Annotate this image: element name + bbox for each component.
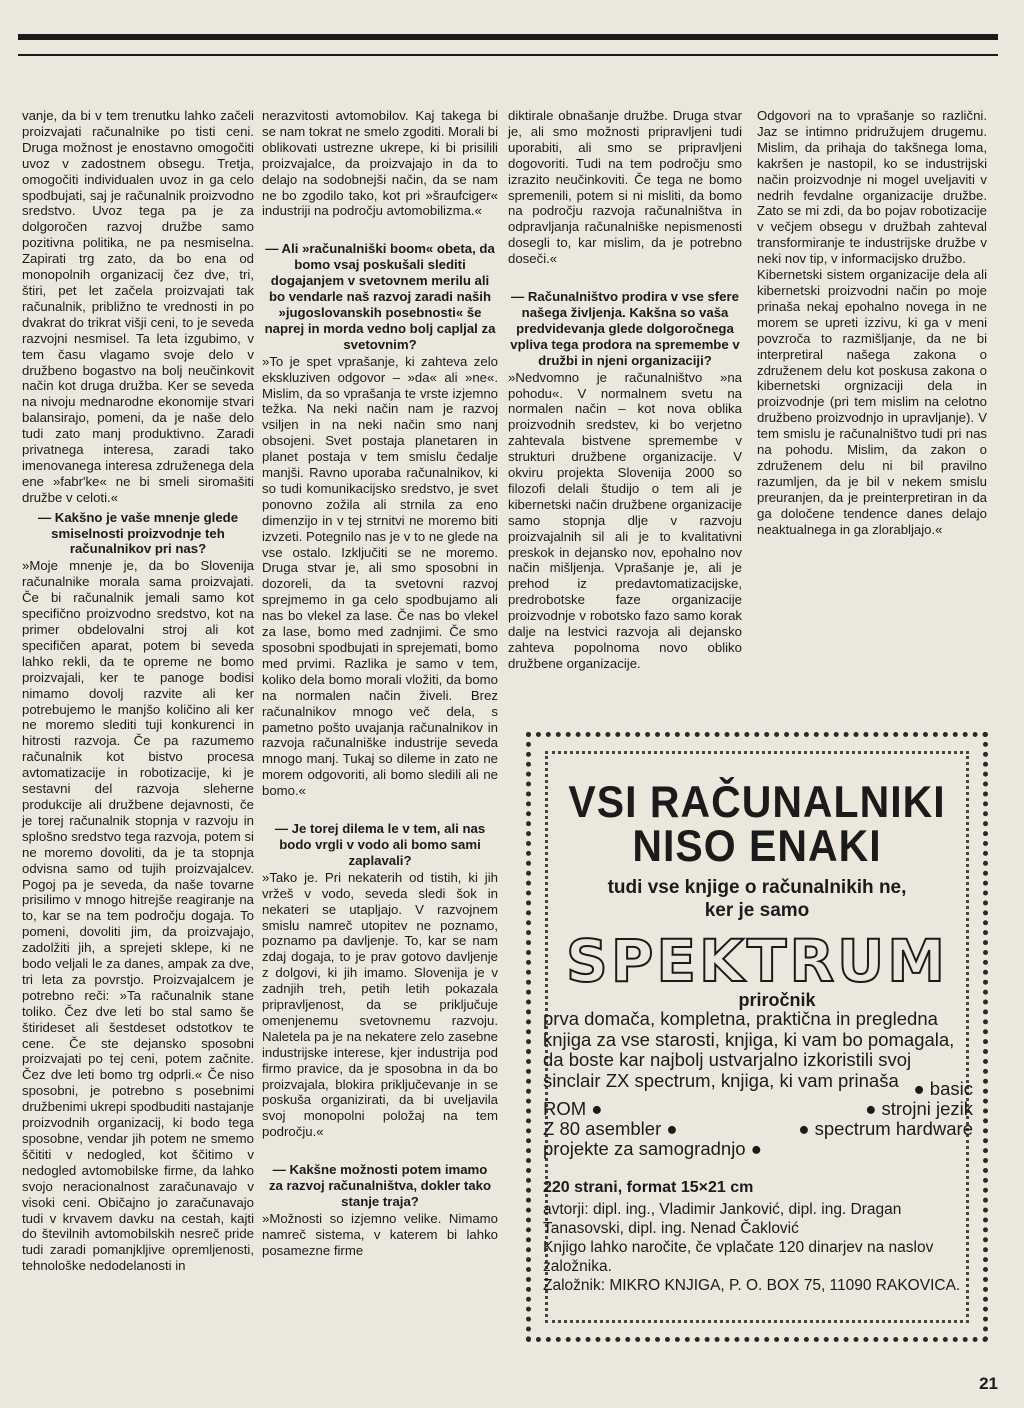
paragraph: »To je spet vprašanje, ki zahteva zelo ekskluziven odgovor – »da« ali »ne«. Mislim, da so vprašanja te vrste izjemno težka. Na neki način nam je razvoj vsiljen in na neki način smo nanj obsojeni. Svet postaja planetaren in planet postaja v tem smislu čedalje manjši. Ravno uporaba računalnikov, ki so tudi komunikacijsko sredstvo, je svet ponovno zožila ali strnila za eno dimenzijo in v tej strnitvi ne moremo biti izvzeti. Potegnilo nas je v to ne glede na vse ostalo. Izključiti se ne moremo. Druga stvar je, ali smo sposobni in dozoreli, da ta svetovni razvoj sprejmemo in ga celo spodbujamo ali nas bo vlekel za lase. Če nas bo vlekel za lase, bomo med zadnjimi. Če smo sposobni spodbujati in sprejemati, bomo med prvimi. Razlika je samo v tem, koliko dela bomo morali vložiti, da bomo na normalen način živeli. Brez računalnikov mnogo več dela, s pametno pošto uvajanja računalnikov in razvoja računalniške industrije seveda mnogo manj. Tukaj so dileme in zato ne morem odgovoriti, ali bomo sledili ali ne bomo.« bbox=[262, 353, 498, 799]
ad-headline-line-2: NISO ENAKI bbox=[632, 821, 882, 871]
ad-description: prva domača, kompletna, praktična in pregledna knjiga za vse starosti, knjiga, ki vam bo pomagala, da boste kar najbolj ustvarjalno izkoristili svoj sinclair ZX spectrum, knjiga, ki vam prinaša bbox=[543, 1008, 955, 1091]
ad-feature-row bbox=[543, 1099, 973, 1119]
interview-question: — Je torej dilema le v tem, ali nas bodo vrgli v vodo ali bomo sami zaplavali? bbox=[274, 821, 486, 868]
interview-question: — Ali »računalniški boom« obeta, da bomo vsaj poskušali slediti dogajanjem v svetovnem merilu ali bo vendarle naš razvoj zaradi naših »jugoslovanskih posebnosti« še naprej in morda vedno bolj capljal za svetovnim? bbox=[264, 241, 496, 352]
paragraph: »Moje mnenje je, da bo Slovenija računalnike morala sama proizvajati. Če bi računalnik jemali samo kot specifično proizvodno sredstvo, kot na primer obdelovalni stroj ali kot specifičen aparat, potem bi seveda lahko rekli, da te opreme ne bomo proizvajali, ker te panoge bodisi nimamo dovolj razvite ali ker potrebujemo le manjšo količino ali ker ne moremo slediti tuji konkurenci in hitrosti razvoja. Če pa razumemo računalnik kot bistvo procesa avtomatizacije in robotizacije, ki je sestavni del razvoja sleherne produkcije ali družbene dejavnosti, če je torej računalnik stopnja v razvoju in splošno sredstvo tega razvoja, potem si ne moremo dovoliti, da je ta stopnja odvisna samo od tujih proizvajalcev. Pogoj pa je seveda, da naše tovarne prisilimo v mnogo hitrejše reagiranje na to, kar se na tem področju dogaja. To pomeni, dovoliti jim, da proizvajajo, zadolžiti jih, a sprejeti sklepe, ki ne bodo veljali le za danes, ampak za dve, tri leta za povrstjo. Proizvajalcem je potrebno reči: »Ta računalnik stane toliko. Čez dve leti bo stal samo še štirideset ali šestdeset odstotkov te cene. Če ste dejansko sposobni proizvajati po tej ceni, potem začnite. Čez dve leti bomo trg odprli.« Če niso sposobni, je potrebno s posebnimi družbenimi ukrepi spodbuditi nastajanje proizvodnih organizacij, ki bodo tega sposobne, vendar jih potem ne smemo ščititi v nedogled, kot ščitimo v nedogled avtomobilske firme, da lahko svojo neracionalnost zaračunavajo v visoki ceni. Običajno jo zaračunavajo tudi v krvavem davku na cestah, kajti do številnih avtomobilskih nesreč pride tudi zaradi pomanjkljive opremljenosti, tehnološke nedodelanosti in bbox=[22, 558, 254, 1274]
top-rule bbox=[18, 34, 998, 56]
paragraph: »Tako je. Pri nekaterih od tistih, ki jih vržeš v vodo, seveda sledi šok in nekateri se utapljajo. V razvojnem smislu namreč utopitev ne poznamo, poznamo pa davljenje. To, kar se nam zdaj dogaja, to je prav gotovo davljenje z dolgovi, ki jih imamo. Slovenija je v zadnjih treh, petih letih pokazala pripravljenost, da se priključuje omenjenemu svetovnemu razvoju. Naletela pa je na nekatere zelo zasebne industrijske interese, kjer industrija pod firmo pravice, da je sposobna in da bo proizvajala, blokira priključevanje in se poskuša organizirati, da bi uveljavila svoj monopolni položaj na tem področju.« bbox=[262, 869, 498, 1140]
paragraph: »Možnosti so izjemno velike. Nimamo namreč sistema, v katerem bi lahko posamezne firme bbox=[262, 1210, 498, 1258]
paragraph: vanje, da bi v tem trenutku lahko začeli proizvajati računalnike po tisti ceni. Druga možnost je enostavno omogočiti uvoz v zadostnem obsegu. Tretja, omogočiti individualen uvoz in ga celo spodbujati, saj je računalnik proizvodno sredstvo. Uvoz tega pa je za dolgoročen razvoj družbe samo pozitivna politika, ne pa nesmiselna. Zapirati trg zato, da bo ena od monopolnih organizacij čez dve, tri, štiri, pet let začela proizvajati tak računalnik, približno te vrednosti in po dvakrat do trikrat višji ceni, to je seveda razvojni nesmisel. Ta leta izgubimo, v tem času vlagamo svoje delo v družbeno bogastvo na bolj neučinkovit način kot druga družba. Ker se seveda na nivoju mednarodne ekonomije stvari balansirajo, pomeni, da je naše delo tudi zato manj produktivno. Zaradi privatnega interesa, zaradi tako imenovanega interesa združenega dela ene »fabr'ke« ne bi smeli siromašiti družbe v celoti.« bbox=[22, 108, 254, 505]
ad-feature-row bbox=[543, 1079, 973, 1099]
article-column-1 bbox=[22, 108, 254, 1274]
ad-feature-row bbox=[543, 1139, 973, 1159]
paragraph: diktirale obnašanje družbe. Druga stvar je, ali smo možnosti pripravljeni tudi uporabiti, ali smo se pripravljeni dogovoriti. Tudi na tem področju smo izrazito neučinkoviti. Če tega ne bomo spremenili, potem si ni misliti, da bomo na področju razvoja računalništva in odpravljanja računalniške nepismenosti dosegli to, kar mislim, da je potrebno doseči.« bbox=[508, 108, 742, 267]
ad-publisher: Založnik: MIKRO KNJIGA, P. O. BOX 75, 11090 RAKOVICA. bbox=[543, 1277, 961, 1294]
ad-feature: ● basic bbox=[913, 1078, 973, 1099]
article-column-3 bbox=[508, 108, 742, 672]
ad-authors: avtorji: dipl. ing., Vladimir Janković, dipl. ing. Dragan Tanasovski, dipl. ing. Nenad Čaklović bbox=[543, 1201, 902, 1237]
article-column-4 bbox=[757, 108, 987, 537]
ad-brand-subtitle: priročnik bbox=[738, 990, 816, 1010]
ad-feature: projekte za samogradnjo ● bbox=[543, 1138, 762, 1159]
ad-book-spec: 220 strani, format 15×21 cm bbox=[543, 1179, 754, 1196]
ad-feature: ● spectrum hardware bbox=[798, 1118, 973, 1139]
ad-feature: ROM ● bbox=[543, 1098, 603, 1119]
ad-feature-row bbox=[543, 1119, 973, 1139]
book-advertisement bbox=[526, 732, 988, 1342]
spektrum-logo: SPEKTRUM bbox=[566, 927, 948, 995]
article-column-2 bbox=[262, 108, 498, 1259]
ad-subheadline-1: tudi vse knjige o računalnikih ne, bbox=[607, 877, 907, 898]
ad-feature: Z 80 asembler ● bbox=[543, 1118, 678, 1139]
ad-headline-line-1: VSI RAČUNALNIKI bbox=[568, 777, 946, 827]
interview-question: — Računalništvo prodira v vse sfere našega življenja. Kakšna so vaša predvidevanja glede dolgoročnega vpliva tega prodora na spremembe v družbi in njeni organizaciji? bbox=[510, 289, 740, 368]
paragraph: Kibernetski sistem organizacije dela ali kibernetski proizvodni način po moje prinaša nekaj epohalno novega in ne morem se upreti izzivu, ki ga v meni povzroča to razmišljanje, da ne bi interpretiral našega zakona o združenem delu kot poskusa zakona o kibernetski orgnizaciji dela in proizvodnje (pri tem mislim na celotno družbeno proizvodnjo in upravljanje). V tem smislu je računalništvo tudi pri nas na pohodu. Mislim, da zakon o združenem delu ni bil pravilno razumljen, da je bil v nekem smislu preuranjen, da je preinterpretiran in da ga določene tendence danes delajo neaktualnega in ga zlorabljajo.« bbox=[757, 267, 987, 537]
paragraph: »Nedvomno je računalništvo »na pohodu«. V normalnem svetu na normalen način – kot nova oblika proizvodnih sredstev, ki bo verjetno zahtevala bistvene spremembe v strukturi družbene organizacije. V okviru projekta Slovenija 2000 so filozofi delali študijo o tem ali je kibernetski način družbene organizacije samo stopnja dlje v razvoju proizvajalnih sil ali je to kvalitativni preskok in dejansko nov, epohalno nov način mišljenja. Vprašanje je, ali je prehod iz predavtomatizacijske, predrobotske faze organizacije proizvodnje v robotsko fazo samo korak dalje na lestvici razvoja ali dejansko zahteva popolnoma novo obliko družbene organizacije. bbox=[508, 369, 742, 671]
paragraph: Odgovori na to vprašanje so različni. Jaz se intimno pridružujem drugemu. Mislim, da prihaja do takšnega loma, kakršen je nastopil, ko se industrijski način proizvodnje ni mogel uveljaviti v nedrih fevdalne organizacije družbe. Zato se mi zdi, da bo pojav robotizacije v večjem obsegu v družbah zahteval transformiranje te industrijske družbe v neki nov tip, v informacijsko družbo. bbox=[757, 108, 987, 267]
ad-feature: ● strojni jezik bbox=[865, 1098, 973, 1119]
paragraph: nerazvitosti avtomobilov. Kaj takega bi se nam tokrat ne smelo zgoditi. Morali bi oblikovati ustrezne ukrepe, ki bi prisilili proizvajalce, da proizvajajo in da to delajo na sodobnejši način, da se nam ne bo zgodilo tako, kot pri »šraufciger« industriji na področju avtomobilizma.« bbox=[262, 108, 499, 219]
ad-subheadline-2: ker je samo bbox=[704, 900, 810, 921]
ad-order-info: Knjigo lahko naročite, če vplačate 120 dinarjev na naslov založnika. bbox=[543, 1239, 934, 1275]
interview-question: — Kakšno je vaše mnenje glede smiselnosti proizvodnje teh računalnikov pri nas? bbox=[37, 509, 239, 557]
interview-question: — Kakšne možnosti potem imamo za razvoj računalništva, dokler tako stanje traja? bbox=[268, 1162, 492, 1209]
page-number: 21 bbox=[979, 1374, 998, 1393]
